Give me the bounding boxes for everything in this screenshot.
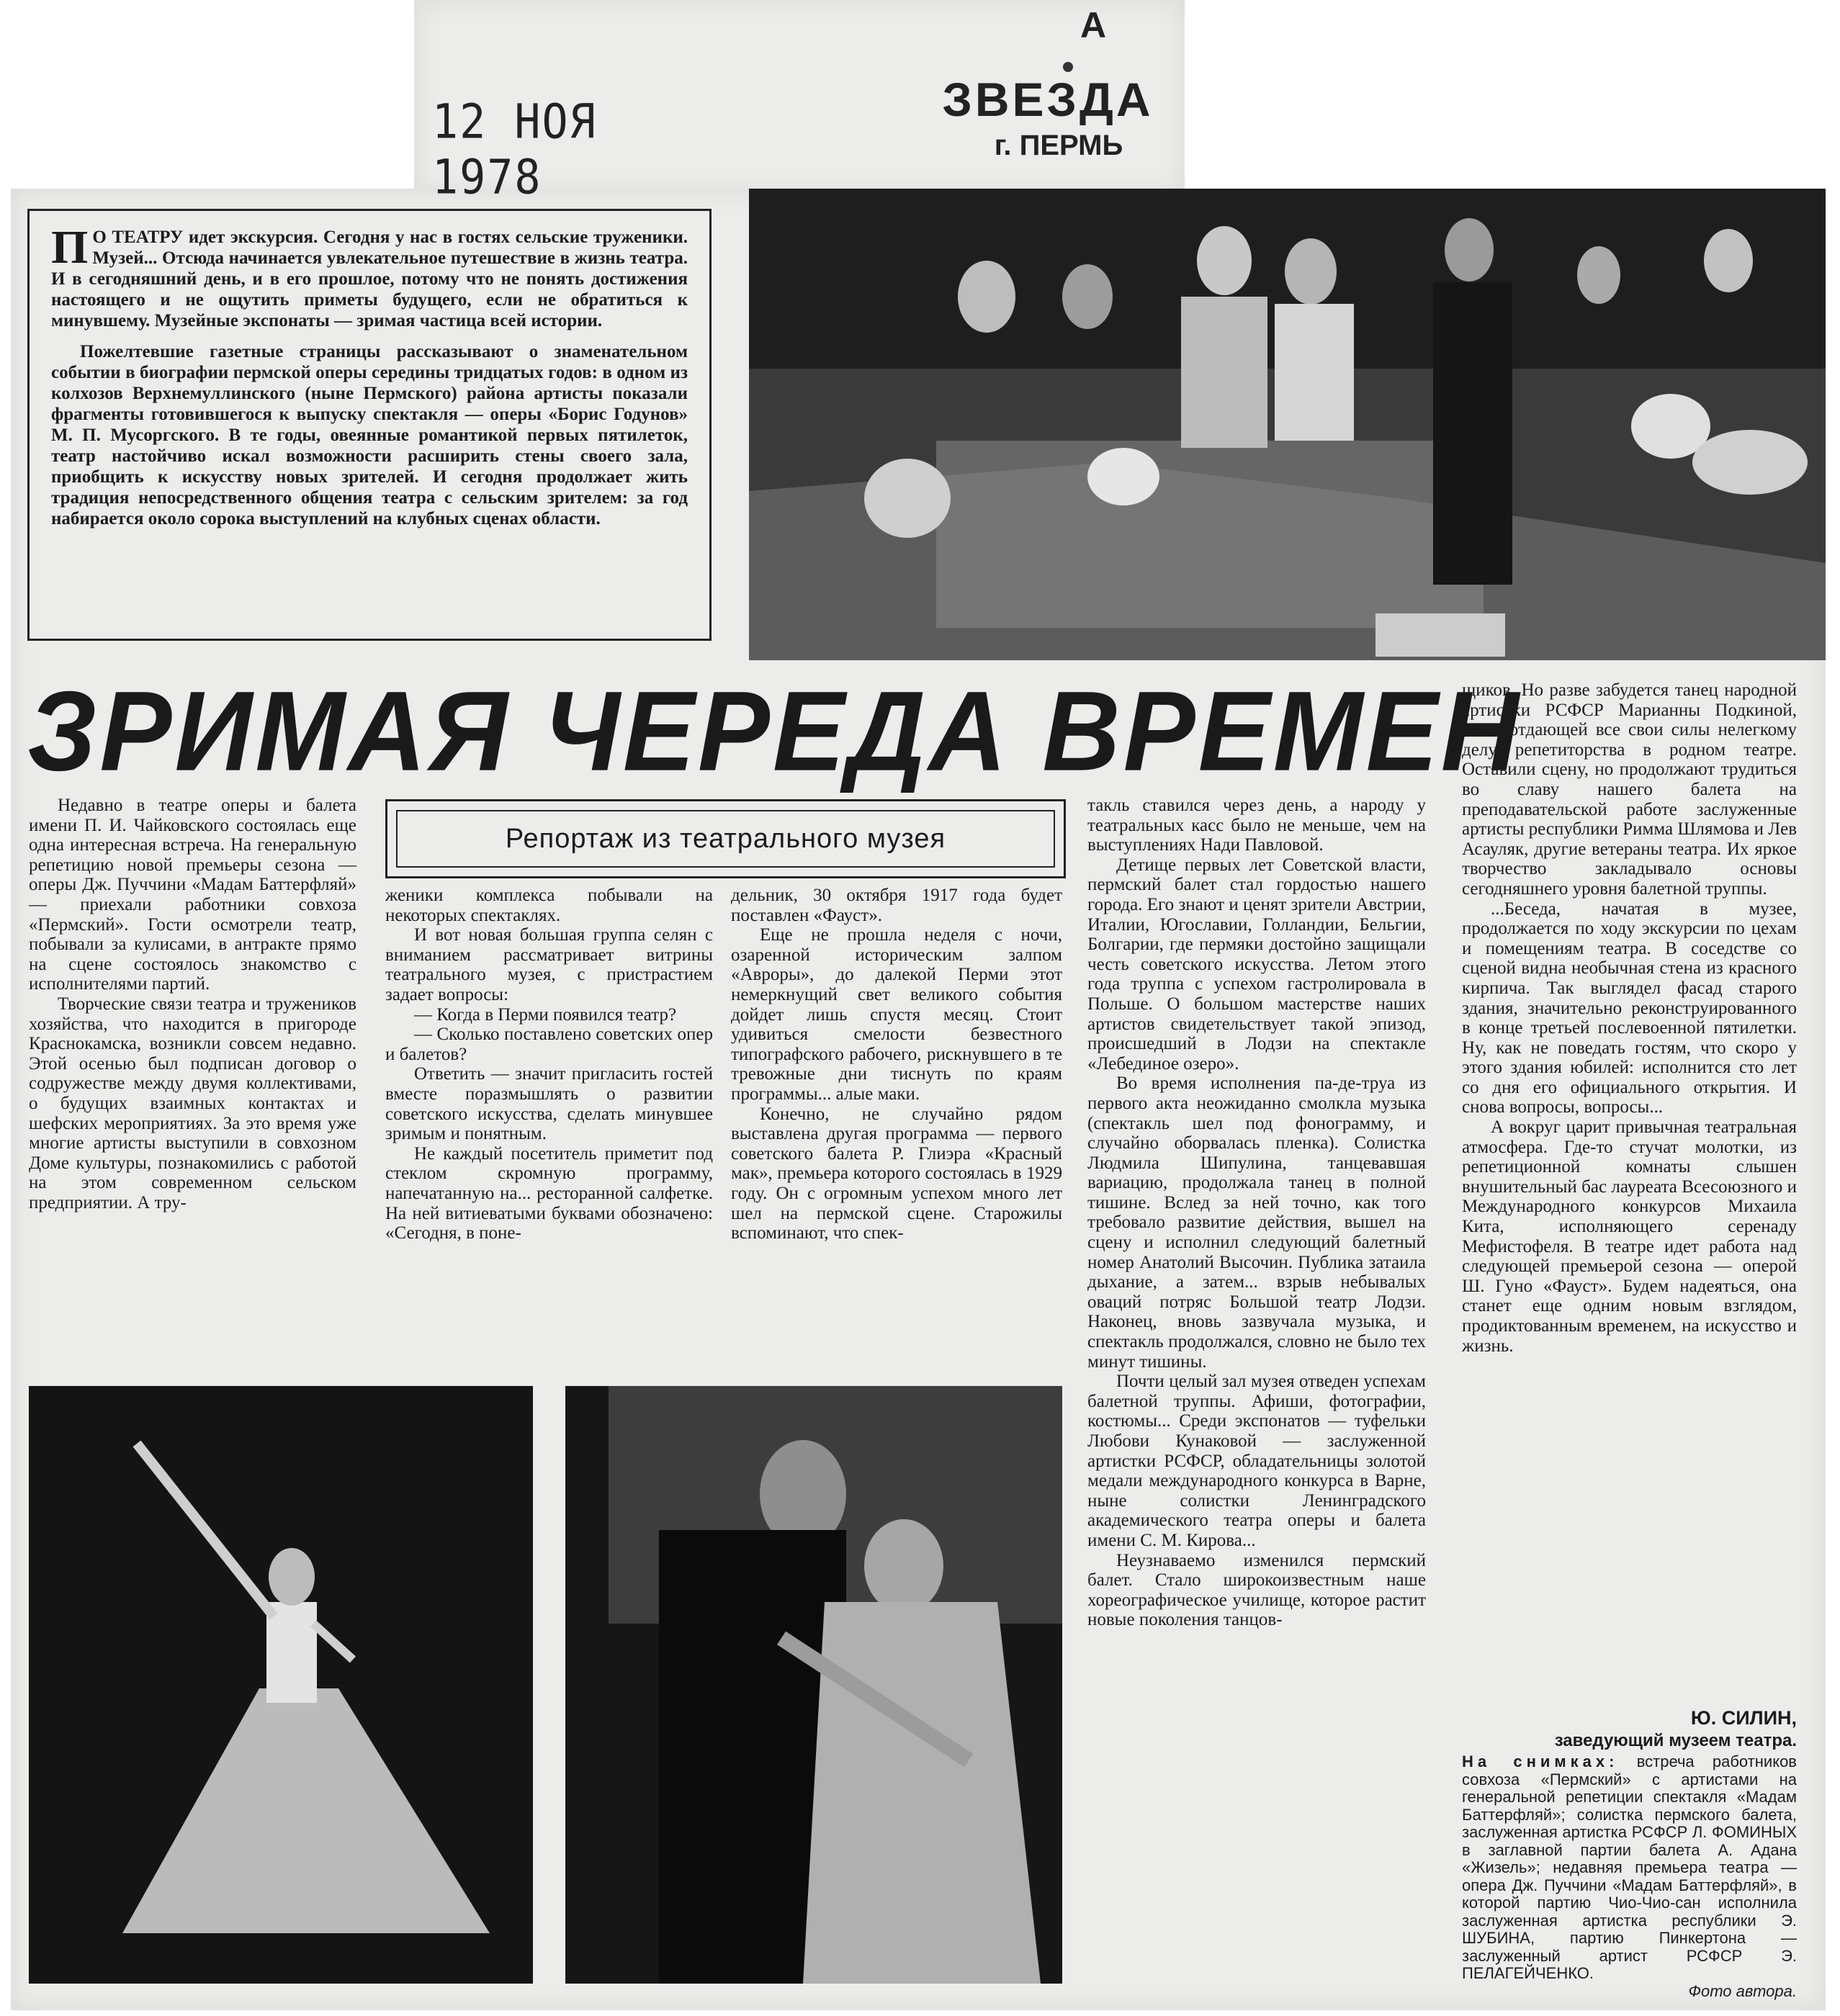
intro-paragraph-1-text: О ТЕАТРУ идет экскурсия. Сегодня у нас в гостях сельские труженики. Музей... Отсюда начинается увлекательное путешествие в жизнь театра. И в сегодняшний день, и в его прошлое, потому что не понять достижения настоящего и не ощутить приметы будущего, если не обратиться к минувшему. Музейные экспонаты — зримая частица всей истории. [51,228,688,330]
photo-rehearsal-image [749,189,1826,660]
photo-rehearsal-meeting [749,189,1826,660]
photo-ballerina-image [29,1386,533,1984]
caption-lead: На снимках: [1462,1752,1619,1770]
paragraph: — Сколько поставлено советских опер и балетов? [385,1025,713,1064]
rubric-box [385,799,1066,878]
paragraph: Ответить — значит пригласить гостей вместе поразмышлять о развитии советского искусства, сделать минувшее зримым и понятным. [385,1064,713,1144]
author-signature [1462,1706,1797,1752]
paragraph: такль ставился через день, а народу у театральных касс было не меньше, чем на выступлениях Нади Павловой. [1087,796,1426,855]
paragraph: женики комплекса побывали на некоторых спектаклях. [385,886,713,925]
paragraph: Неузнаваемо изменился пермский балет. Стало широкоизвестным наше хореографическое училище, которое растит новые поколения танцов- [1087,1550,1426,1630]
intro-paragraph-1 [51,221,688,331]
photo-credit: Фото автора. [1688,1981,1797,2000]
photo-butterfly-image [565,1386,1062,1984]
paragraph: Конечно, не случайно рядом выставлена другая программа — первого советского балета Р. Глиэра «Красный мак», премьера которого состоялась в 1929 году. Он с огромным успехом много лет шел на пермской сцене. Старожилы вспоминают, что спек- [731,1104,1062,1243]
photo-caption [1462,1753,1797,2000]
article-headline: ЗРИМАЯ ЧЕРЕДА ВРЕМЕН [27,667,1522,795]
article-column-3 [731,886,1062,1375]
photo-madama-butterfly [565,1386,1062,1984]
author-name: Ю. СИЛИН, [1690,1707,1797,1729]
paragraph: И вот новая большая группа селян с вниманием рассматривает витрины театрального музея, с пристрастием задает вопросы: [385,925,713,1004]
paragraph: Недавно в театре оперы и балета имени П. И. Чайковского состоялась еще одна интересная встреча. На генеральную репетицию новой премьеры сезона — оперы Дж. Пуччини «Мадам Баттерфляй» — приехали работники совхоза «Пермский». Гости осмотрели театр, побывали за кулисами, в антракте прямо на сцене состоялось знакомство с исполнителями партий. [29,796,356,994]
paragraph: ...Беседа, начатая в музее, продолжается по ходу экскурсии по цехам и помещениям театра. В соседстве со сценой видна необычная стена из красного кирпича. Так выглядел фасад старого здания, значительно реконструированного в конце третьей послевоенной пятилетки. Ну, как не поведать гостям, что скоро у этого здания юбилей: исполнится сто лет со дня его официального открытия. И снова вопросы, вопросы... [1462,899,1797,1117]
paragraph: А вокруг царит привычная театральная атмосфера. Где-то стучат молотки, из репетиционной комнаты слышен внушительный бас лауреата Всесоюзного и Международного конкурсов Михаила Кита, исполняющего серенаду Мефистофеля. В театре идет работа над следующей премьерой сезона — оперой Ш. Гуно «Фауст». Будем надеяться, она станет еще одним новым взглядом, продиктованным временем, на искусство и жизнь. [1462,1117,1797,1356]
article-column-2 [385,886,713,1375]
rubric-label: Репортаж из театрального музея [396,810,1055,868]
article-column-4 [1087,796,1426,2005]
intro-dropcap: П [51,221,89,274]
paragraph: Детище первых лет Советской власти, пермский балет стал гордостью нашего города. Его знают и ценят зрители Австрии, Италии, Югославии, Голландии, Бельгии, Болгарии, где пермяки достойно защищали честь советского искусства. Летом этого года труппа с успехом гастролировала в Польше. О большом мастерстве наших артистов свидетельствует такой эпизод, происшедший в Лодзи на спектакле «Лебединое озеро». [1087,855,1426,1074]
archive-corner-mark: А [1080,5,1107,45]
intro-box [27,209,712,641]
author-role: заведующий музеем театра. [1554,1731,1797,1750]
article-column-5 [1462,680,1797,1724]
paragraph: Не каждый посетитель приметит под стеклом скромную программу, напечатанную на... ресторанной салфетке. На ней витиеватыми буквами обозначено: «Сегодня, в поне- [385,1143,713,1243]
paragraph: Творческие связи театра и тружеников хозяйства, что находится в пригороде Краснокамска, возникли совсем недавно. Этой осенью был подписан договор о содружестве между двумя коллективами, о будущих взаимных контактах и шефских мероприятиях. За это время уже многие артисты выступили в совхозном Доме культуры, познакомились с работой на этом современном сельском предприятии. А тру- [29,994,356,1212]
paragraph: щиков. Но разве забудется танец народной артистки РСФСР Марианны Подкиной, ныне отдающей все свои силы нелегкому делу репетиторства в родном театре. Оставили сцену, но продолжают трудиться во славу нашего балета на преподавательской работе заслуженные артисты республики Римма Шлямова и Лев Асауляк, другие ветераны театра. Их яркое творчество закладывало основы сегодняшнего уровня балетной труппы. [1462,680,1797,899]
paragraph: — Когда в Перми появился театр? [414,1004,677,1025]
newspaper-city-stamp: г. ПЕРМЬ [994,130,1123,161]
intro-paragraph-2: Пожелтевшие газетные страницы рассказывают о знаменательном событии в биографии пермской оперы середины тридцатых годов: в одном из колхозов Верхнемуллинского (ныне Пермского) района артисты показали фрагменты готовившегося к выпуску спектакля — оперы «Борис Годунов» М. П. Мусоргского. В те годы, овеянные романтикой первых пятилеток, театр настойчиво искал возможности расширить стены своего зала, приобщить к искусству новых зрителей. И сегодня продолжает жить традиция непосредственного общения театра с сельским зрителем: за год набирается около сорока выступлений на клубных сценах области. [51,342,688,528]
newspaper-name-stamp: ЗВЕЗДА [942,73,1154,126]
stamp-dot [1063,62,1073,72]
article-column-1 [29,796,356,1379]
paragraph: Во время исполнения па-де-труа из первого акта неожиданно смолкла музыка (спектакль шел под фонограмму, и случайно оборвалась пленка). Солистка Людмила Шипулина, танцевавшая вариацию, продолжала танец в полной тишине. Вслед за ней точно, как того требовало развитие действия, вышел на сцену и исполнил следующий балетный номер Анатолий Высочин. Публика затаила дыхание, а затем... взрыв небывалых оваций потряс Большой театр Лодзи. Наконец, вновь зазвучала музыка, и спектакль продолжался, словно не было тех минут тишины. [1087,1074,1426,1372]
photo-giselle-ballerina [29,1386,533,1984]
date-stamp: 12 НОЯ 1978 [432,94,597,205]
paragraph: дельник, 30 октября 1917 года будет поставлен «Фауст». [731,886,1062,925]
caption-text: встреча работников совхоза «Пермский» с артистами на генеральной репетиции спектакля «Мадам Баттерфляй»; солистка пермского балета, заслуженная артистка РСФСР Л. ФОМИНЫХ в заглавной партии балета А. Адана «Жизель»; недавняя премьера театра — опера Дж. Пуччини «Мадам Баттерфляй», в которой партию Чио-Чио-сан исполнила заслуженная артистка республики Э. ШУБИНА, партию Пинкертона — заслуженный артист РСФСР Э. ПЕЛАГЕЙЧЕНКО. [1462,1752,1797,1982]
paragraph: Почти целый зал музея отведен успехам балетной труппы. Афиши, фотографии, костюмы... Среди экспонатов — туфельки Любови Кунаковой — заслуженной артистки РСФСР, обладательницы золотой медали международного конкурса в Варне, ныне солистки Ленинградского академического театра оперы и балета имени С. М. Кирова... [1087,1372,1426,1550]
paragraph: Еще не прошла неделя с ночи, озаренной историческим залпом «Авроры», до далекой Перми этот немеркнущий свет великого события дойдет лишь спустя месяц. Стоит удивиться смелости безвестного типографского рабочего, рискнувшего в те тревожные дни тиснуть по краям программы... алые маки. [731,925,1062,1104]
